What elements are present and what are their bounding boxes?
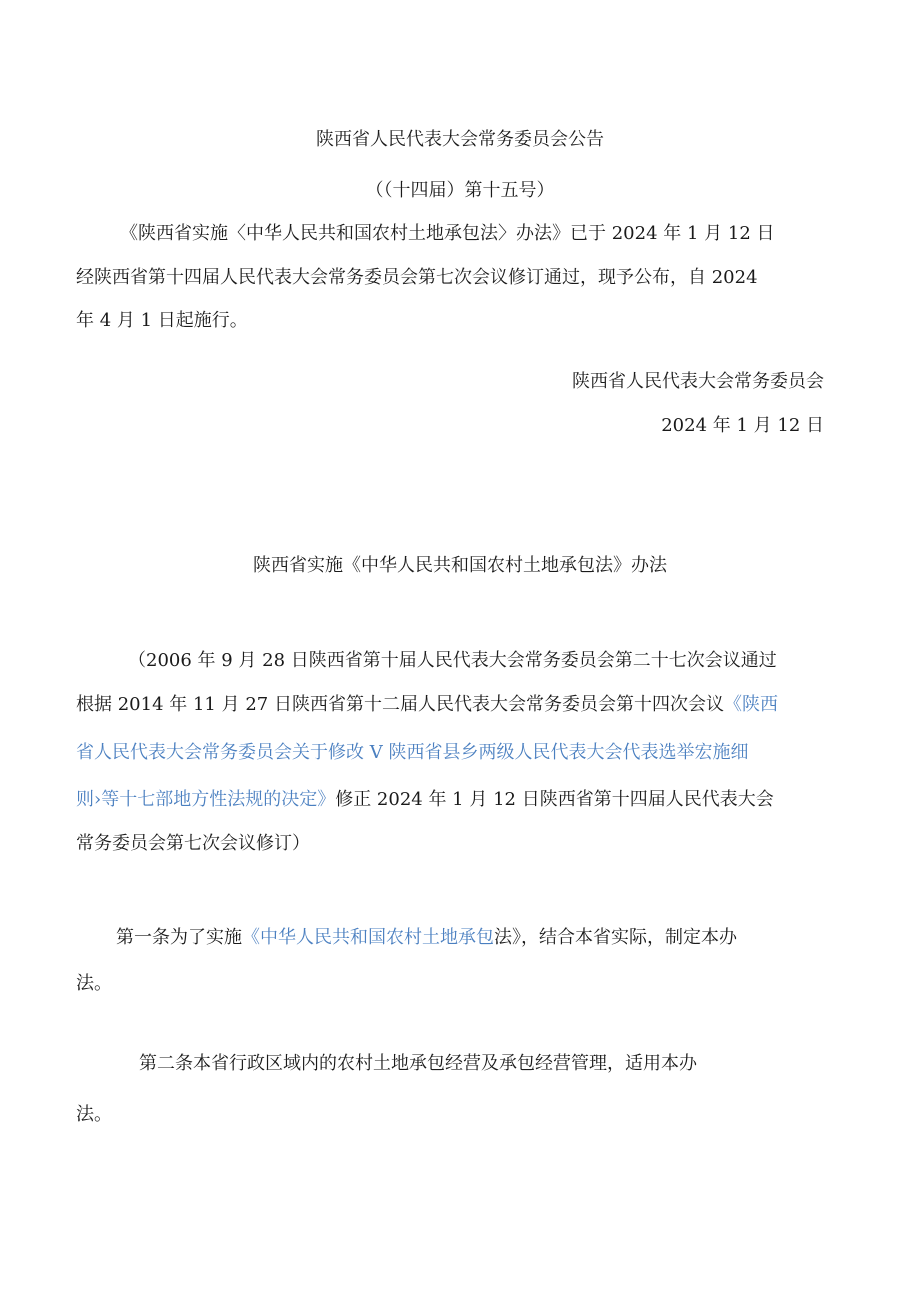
amendment-decision-link-end[interactable]: 则›等十七部地方性法规的决定》 [76, 789, 336, 810]
article-2: 第二条本省行政区域内的农村土地承包经营及承包经营管理，适用本办 [139, 1053, 697, 1074]
amendment-decision-link[interactable]: 《陕西 [723, 694, 778, 715]
land-contract-law-link[interactable]: 《中华人民共和国农村土地承包 [242, 927, 494, 948]
amendment-decision-link-cont[interactable]: 省人民代表大会常务委员会关于修改 V 陕西省县乡两级人民代表大会代表选举宏施细 [76, 742, 749, 763]
article-2-cont: 法。 [76, 1104, 112, 1125]
law-history-line-1: （2006 年 9 月 28 日陕西省第十届人民代表大会常务委员会第二十七次会议通过 [128, 650, 777, 671]
article-1-cont: 法。 [76, 973, 112, 994]
law-title: 陕西省实施《中华人民共和国农村土地承包法》办法 [253, 555, 667, 576]
law-history-line-2 [76, 693, 778, 717]
notice-signature: 陕西省人民代表大会常务委员会 [572, 371, 824, 392]
law-history-line-4-text: 修正 2024 年 1 月 12 日陕西省第十四届人民代表大会 [335, 789, 774, 810]
notice-body-line-2: 经陕西省第十四届人民代表大会常务委员会第七次会议修订通过，现予公布，自 2024 [76, 267, 758, 288]
article-1-text-post: 法》，结合本省实际，制定本办 [494, 927, 737, 948]
article-1 [116, 926, 737, 950]
notice-title: 陕西省人民代表大会常务委员会公告 [316, 129, 604, 150]
notice-body-line-3: 年 4 月 1 日起施行。 [76, 310, 248, 331]
law-history-line-2-text: 根据 2014 年 11 月 27 日陕西省第十二届人民代表大会常务委员会第十四次会议 [76, 694, 724, 715]
law-history-line-4 [76, 788, 774, 812]
law-history-line-5: 常务委员会第七次会议修订） [76, 833, 310, 854]
notice-body-line-1: 《陕西省实施〈中华人民共和国农村土地承包法〉办法》已于 2024 年 1 月 12 日 [120, 223, 775, 244]
article-1-text: 第一条为了实施 [116, 927, 242, 948]
notice-date: 2024 年 1 月 12 日 [661, 415, 824, 436]
notice-number: （（十四届）第十五号） [365, 180, 555, 201]
